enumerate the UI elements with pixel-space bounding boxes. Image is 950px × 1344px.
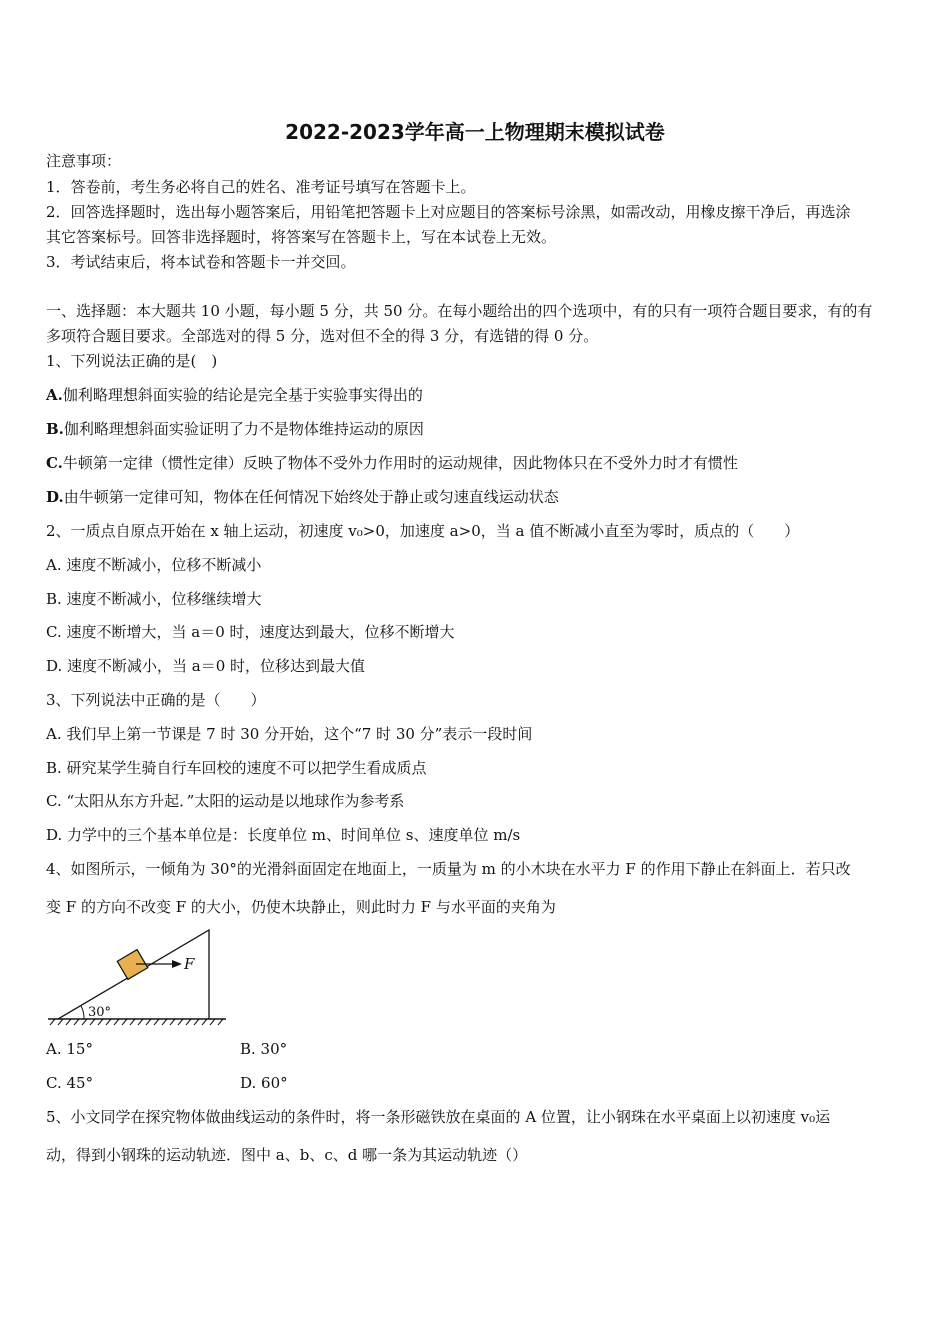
q4-stem: 变 F 的方向不改变 F 的大小，仍使木块静止，则此时力 F 与水平面的夹角为: [46, 898, 556, 916]
section-intro: 多项符合题目要求。全部选对的得 5 分，选对但不全的得 3 分，有选错的得 0 分。: [46, 327, 599, 345]
q1-option-c: [46, 454, 738, 472]
q3-option-d: D. 力学中的三个基本单位是：长度单位 m、时间单位 s、速度单位 m/s: [46, 826, 521, 844]
force-arrow-head: [172, 960, 182, 968]
q2-option-c: C. 速度不断增大，当 a＝0 时，速度达到最大，位移不断增大: [46, 623, 455, 641]
option-text: 牛顿第一定律（惯性定律）反映了物体不受外力作用时的运动规律，因此物体只在不受外力时才有惯性: [62, 454, 738, 472]
option-text: 伽利略理想斜面实验的结论是完全基于实验事实得出的: [62, 386, 423, 404]
page-title: 2022-2023学年高一上物理期末模拟试卷: [285, 120, 665, 144]
q2-option-b: B. 速度不断减小，位移继续增大: [46, 590, 262, 608]
q1-option-b: [46, 420, 424, 438]
q2-option-a: A. 速度不断减小，位移不断减小: [46, 556, 262, 574]
q4-option-c: C. 45°: [46, 1074, 94, 1092]
notice-item: 其它答案标号。回答非选择题时，将答案写在答题卡上，写在本试卷上无效。: [46, 228, 557, 246]
notice-heading: 注意事项：: [46, 152, 122, 170]
q3-option-b: B. 研究某学生骑自行车回校的速度不可以把学生看成质点: [46, 759, 427, 777]
q1-stem: 1、下列说法正确的是( ): [46, 352, 218, 370]
angle-label: 30°: [88, 1005, 112, 1020]
q4-option-b: B. 30°: [240, 1040, 288, 1058]
notice-item: 3．考试结束后，将本试卷和答题卡一并交回。: [46, 253, 356, 271]
option-label: D.: [46, 488, 64, 506]
q2-stem: 2、一质点自原点开始在 x 轴上运动，初速度 v₀>0，加速度 a>0，当 a 值不断减小直至为零时，质点的（ ）: [46, 522, 800, 540]
option-label: C.: [46, 454, 63, 472]
option-label: A.: [46, 386, 63, 404]
incline-figure: [44, 926, 230, 1028]
section-intro: 一、选择题：本大题共 10 小题，每小题 5 分，共 50 分。在每小题给出的四个选项中，有的只有一项符合题目要求，有的有: [46, 302, 873, 320]
q4-stem: 4、如图所示，一倾角为 30°的光滑斜面固定在地面上，一质量为 m 的小木块在水平力 F 的作用下静止在斜面上．若只改: [46, 860, 851, 878]
q1-option-a: [46, 386, 423, 404]
option-text: 伽利略理想斜面实验证明了力不是物体维持运动的原因: [63, 420, 424, 438]
q5-stem: 5、小文同学在探究物体做曲线运动的条件时，将一条形磁铁放在桌面的 A 位置，让小钢珠在水平桌面上以初速度 v₀运: [46, 1108, 831, 1126]
notice-item: 2．回答选择题时，选出每小题答案后，用铅笔把答题卡上对应题目的答案标号涂黑，如需改动，用橡皮擦干净后，再选涂: [46, 203, 851, 221]
q4-option-d: D. 60°: [240, 1074, 288, 1092]
q2-option-d: D. 速度不断减小，当 a＝0 时，位移达到最大值: [46, 657, 366, 675]
q5-stem: 动，得到小钢珠的运动轨迹．图中 a、b、c、d 哪一条为其运动轨迹（）: [46, 1146, 528, 1164]
force-label: F: [184, 955, 195, 973]
q4-option-a: A. 15°: [46, 1040, 93, 1058]
q1-option-d: [46, 488, 559, 506]
q3-option-c: C. “太阳从东方升起．”太阳的运动是以地球作为参考系: [46, 792, 405, 810]
option-text: 由牛顿第一定律可知，物体在任何情况下始终处于静止或匀速直线运动状态: [63, 488, 559, 506]
q3-stem: 3、下列说法中正确的是（ ）: [46, 691, 266, 709]
angle-arc: [81, 1006, 84, 1019]
ground-hatch: [48, 1019, 226, 1025]
q3-option-a: A. 我们早上第一节课是 7 时 30 分开始，这个“7 时 30 分”表示一段时间: [46, 725, 533, 743]
notice-item: 1．答卷前，考生务必将自己的姓名、准考证号填写在答题卡上。: [46, 178, 476, 196]
option-label: B.: [46, 420, 64, 438]
